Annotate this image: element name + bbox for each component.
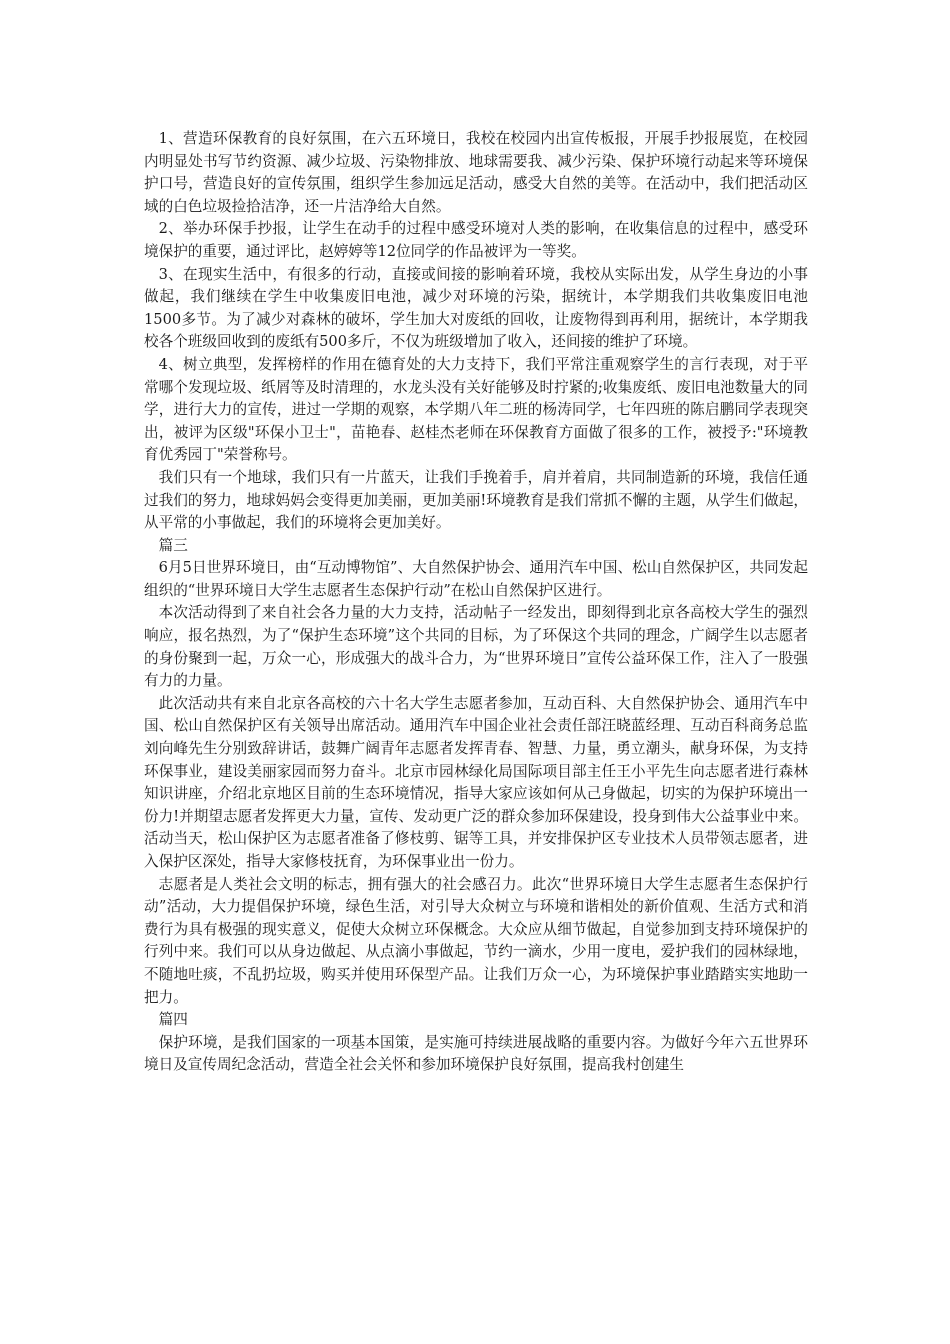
paragraph: 志愿者是人类社会文明的标志，拥有强大的社会感召力。此次“世界环境日大学生志愿者生态保护行动”活动，大力提倡保护环境，绿色生活，对引导大众树立与环境和谐相处的新价值观、生活方式和消费行为具有极强的现实意义，促使大众树立环保概念。大众应从细节做起，自觉参加到支持环境保护的行列中来。我们可以从身边做起、从点滴小事做起，节约一滴水，少用一度电，爱护我们的园林绿地，不随地吐痰，不乱扔垃圾，购买并使用环保型产品。让我们万众一心，为环境保护事业踏踏实实地助一把力。 xyxy=(144,875,808,1006)
document-body xyxy=(144,128,808,1077)
paragraph: 3、在现实生活中，有很多的行动，直接或间接的影响着环境，我校从实际出发，从学生身边的小事做起，我们继续在学生中收集废旧电池，减少对环境的污染，据统计，本学期我们共收集废旧电池1500多节。为了减少对森林的破坏，学生加大对废纸的回收，让废物得到再利用，据统计，本学期我校各个班级回收到的废纸有500多斤，不仅为班级增加了收入，还间接的维护了环境。 xyxy=(144,265,808,351)
section-heading: 篇四 xyxy=(158,1011,188,1029)
paragraph: 此次活动共有来自北京各高校的六十名大学生志愿者参加，互动百科、大自然保护协会、通用汽车中国、松山自然保护区有关领导出席活动。通用汽车中国企业社会责任部汪晓蓝经理、互动百科商务总监刘向峰先生分别致辞讲话，鼓舞广阔青年志愿者发挥青春、智慧、力量，勇立潮头，献身环保，为支持环保事业，建设美丽家园而努力奋斗。北京市园林绿化局国际项目部主任王小平先生向志愿者进行森林知识讲座，介绍北京地区目前的生态环境情况，指导大家应该如何从己身做起，切实的为保护环境出一份力!并期望志愿者发挥更大力量，宣传、发动更广泛的群众参加环保建设，投身到伟大公益事业中来。活动当天，松山保护区为志愿者准备了修枝剪、锯等工具，并安排保护区专业技术人员带领志愿者，进入保护区深处，指导大家修枝抚育，为环保事业出一份力。 xyxy=(144,694,808,870)
paragraph: 2、举办环保手抄报，让学生在动手的过程中感受环境对人类的影响，在收集信息的过程中，感受环境保护的重要，通过评比，赵婷婷等12位同学的作品被评为一等奖。 xyxy=(144,220,808,260)
section-heading: 篇三 xyxy=(158,536,188,554)
paragraph: 本次活动得到了来自社会各力量的大力支持，活动帖子一经发出，即刻得到北京各高校大学生的强烈响应，报名热烈，为了“保护生态环境”这个共同的目标，为了环保这个共同的理念，广阔学生以志愿者的身份聚到一起，万众一心，形成强大的战斗合力，为“世界环境日”宣传公益环保工作，注入了一股强有力的力量。 xyxy=(144,604,808,690)
paragraph: 我们只有一个地球，我们只有一片蓝天，让我们手挽着手，肩并着肩，共同制造新的环境，我信任通过我们的努力，地球妈妈会变得更加美丽，更加美丽!环境教育是我们常抓不懈的主题，从学生们做起，从平常的小事做起，我们的环境将会更加美好。 xyxy=(144,468,808,532)
paragraph: 6月5日世界环境日，由“互动博物馆”、大自然保护协会、通用汽车中国、松山自然保护区，共同发起组织的“世界环境日大学生志愿者生态保护行动”在松山自然保护区进行。 xyxy=(144,559,808,599)
paragraph: 1、营造环保教育的良好氛围，在六五环境日，我校在校园内出宣传板报，开展手抄报展览，在校园内明显处书写节约资源、减少垃圾、污染物排放、地球需要我、减少污染、保护环境行动起来等环境保护口号，营造良好的宣传氛围，组织学生参加远足活动，感受大自然的美等。在活动中，我们把活动区域的白色垃圾捡拾洁净，还一片洁净给大自然。 xyxy=(144,130,808,215)
paragraph: 4、树立典型，发挥榜样的作用在德育处的大力支持下，我们平常注重观察学生的言行表现，对于平常哪个发现垃圾、纸屑等及时清理的，水龙头没有关好能够及时拧紧的;收集废纸、废旧电池数量大的同学，进行大力的宣传，进过一学期的观察，本学期八年二班的杨涛同学，七年四班的陈启鹏同学表现突出，被评为区级"环保小卫士"，苗艳春、赵桂杰老师在环保教育方面做了很多的工作，被授予:"环境教育优秀园丁"荣誉称号。 xyxy=(144,355,808,464)
paragraph: 保护环境，是我们国家的一项基本国策，是实施可持续进展战略的重要内容。为做好今年六五世界环境日及宣传周纪念活动，营造全社会关怀和参加环境保护良好氛围，提高我村创建生 xyxy=(144,1033,808,1074)
